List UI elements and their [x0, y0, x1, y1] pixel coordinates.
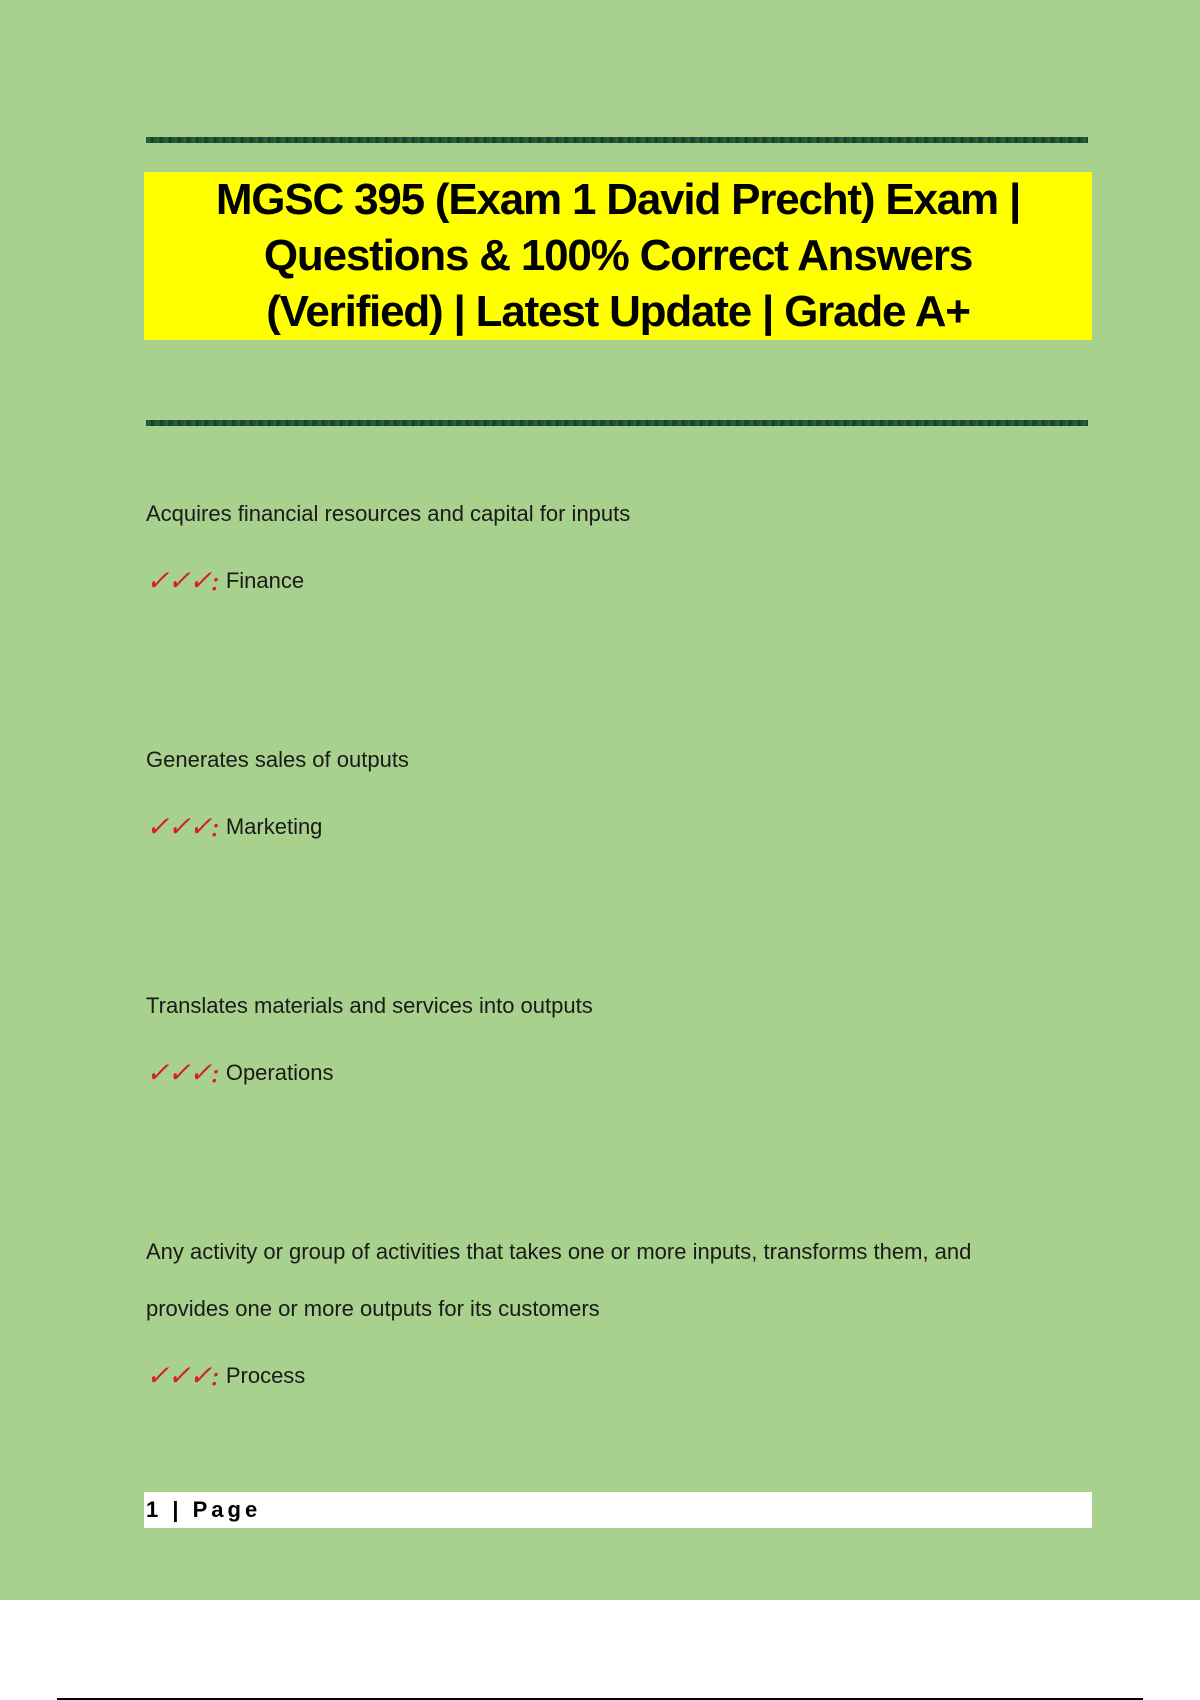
qa-item: [146, 1223, 1088, 1391]
question-text: provides one or more outputs for its customers: [146, 1296, 600, 1321]
answer-row: [146, 812, 1088, 842]
question-text: Translates materials and services into outputs: [146, 993, 593, 1018]
title-line: Questions & 100% Correct Answers: [263, 231, 973, 280]
answer-text: Marketing: [225, 814, 323, 839]
triple-check-icon: ✓✓✓:: [146, 810, 218, 843]
answer-row: [146, 566, 1088, 596]
bottom-divider: [146, 420, 1088, 426]
qa-item: [146, 977, 1088, 1088]
answer-row: [146, 1058, 1088, 1088]
answer-row: [146, 1361, 1088, 1391]
page-footer: [144, 1492, 1092, 1528]
qa-item: [146, 485, 1088, 596]
triple-check-icon: ✓✓✓:: [146, 564, 218, 597]
answer-text: Operations: [225, 1060, 334, 1085]
question-text: Generates sales of outputs: [146, 747, 409, 772]
triple-check-icon: ✓✓✓:: [146, 1359, 218, 1392]
page-number: 1 | Page: [146, 1497, 262, 1522]
qa-item: [146, 731, 1088, 842]
title-highlight-box: [144, 172, 1092, 340]
question-text: Acquires financial resources and capital for inputs: [146, 501, 631, 526]
question-text: Any activity or group of activities that takes one or more inputs, transforms them, and: [146, 1239, 972, 1264]
title-line: MGSC 395 (Exam 1 David Precht) Exam |: [215, 175, 1021, 224]
triple-check-icon: ✓✓✓:: [146, 1056, 218, 1089]
top-divider: [146, 137, 1088, 143]
answer-text: Process: [225, 1363, 306, 1388]
title-line: (Verified) | Latest Update | Grade A+: [266, 287, 970, 336]
answer-text: Finance: [225, 568, 305, 593]
